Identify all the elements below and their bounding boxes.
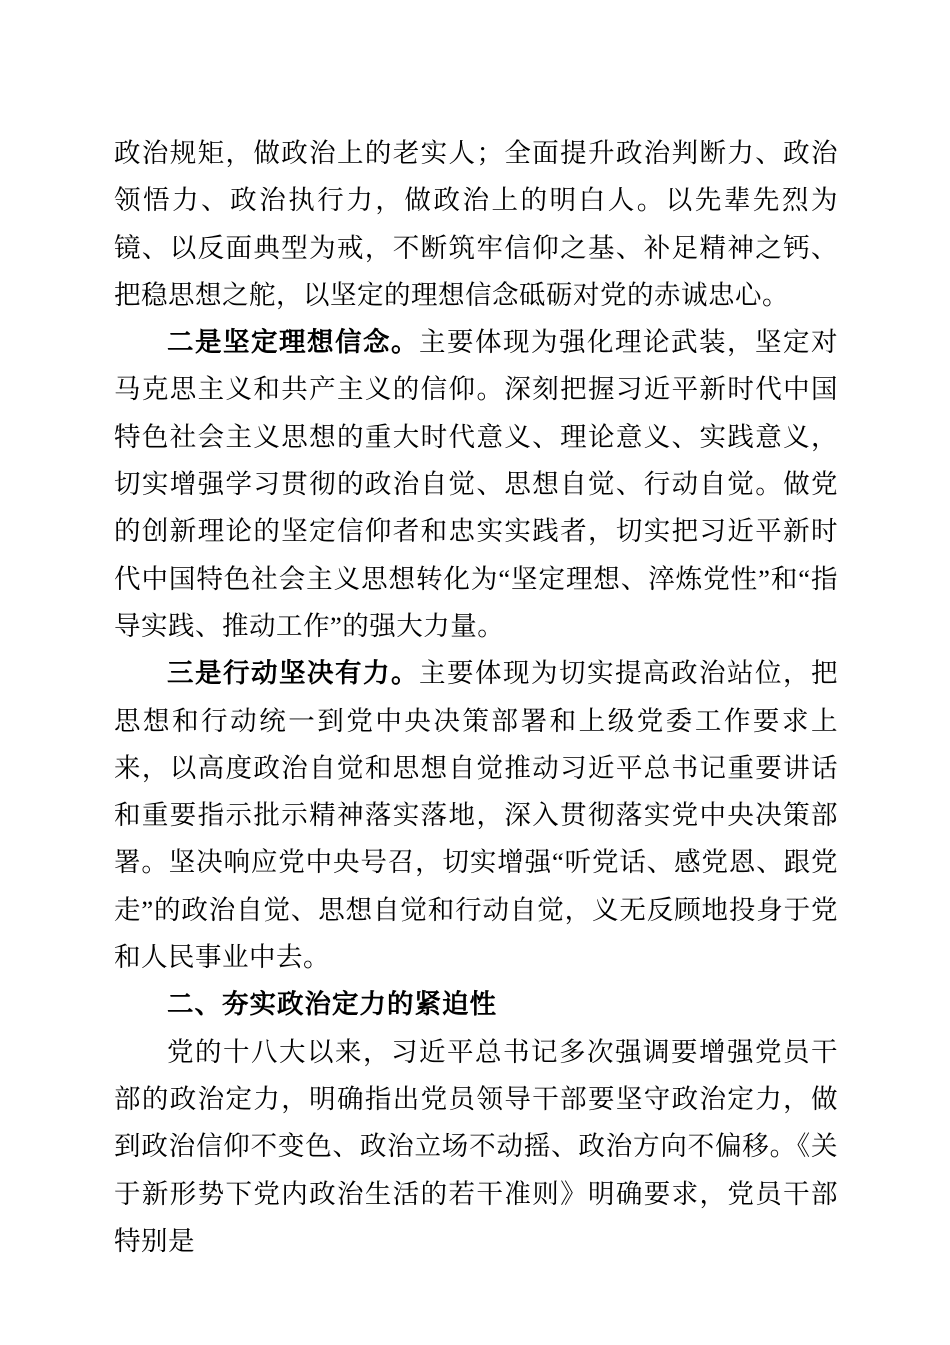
body-text: 主要体现为强化理论武装，坚定对马克思主义和共产主义的信仰。深刻把握习近平新时代中国特色社会主义思想的重大时代意义、理论意义、实践意义，切实增强学习贯彻的政治自觉、思想自觉、行动自觉。做党的创新理论的坚定信仰者和忠实实践者，切实把习近平新时代中国特色社会主义思想转化为“坚定理想、淬炼党性”和“指导实践、推动工作”的强大力量。 [114, 327, 838, 641]
document-content [114, 130, 838, 1265]
body-paragraph [114, 319, 838, 650]
section-heading [114, 981, 838, 1028]
body-paragraph [114, 1029, 838, 1265]
body-text: 主要体现为切实提高政治站位，把思想和行动统一到党中央决策部署和上级党委工作要求上来，以高度政治自觉和思想自觉推动习近平总书记重要讲话和重要指示批示精神落实落地，深入贯彻落实党中央决策部署。坚决响应党中央号召，切实增强“听党话、感党恩、跟党走”的政治自觉、思想自觉和行动自觉，义无反顾地投身于党和人民事业中去。 [114, 658, 838, 973]
bold-lead-text: 二是坚定理想信念。 [167, 327, 419, 358]
body-paragraph [114, 650, 838, 981]
body-text: 政治规矩，做政治上的老实人；全面提升政治判断力、政治领悟力、政治执行力，做政治上的明白人。以先辈先烈为镜、以反面典型为戒，不断筑牢信仰之基、补足精神之钙、把稳思想之舵，以坚定的理想信念砥砺对党的赤诚忠心。 [114, 138, 838, 310]
body-paragraph [114, 130, 838, 319]
bold-lead-text: 三是行动坚决有力。 [167, 658, 419, 689]
body-text: 党的十八大以来，习近平总书记多次强调要增强党员干部的政治定力，明确指出党员领导干部要坚守政治定力，做到政治信仰不变色、政治立场不动摇、政治方向不偏移。《关于新形势下党内政治生活的若干准则》明确要求，党员干部特别是 [114, 1036, 838, 1256]
bold-lead-text: 二、夯实政治定力的紧迫性 [167, 989, 497, 1020]
